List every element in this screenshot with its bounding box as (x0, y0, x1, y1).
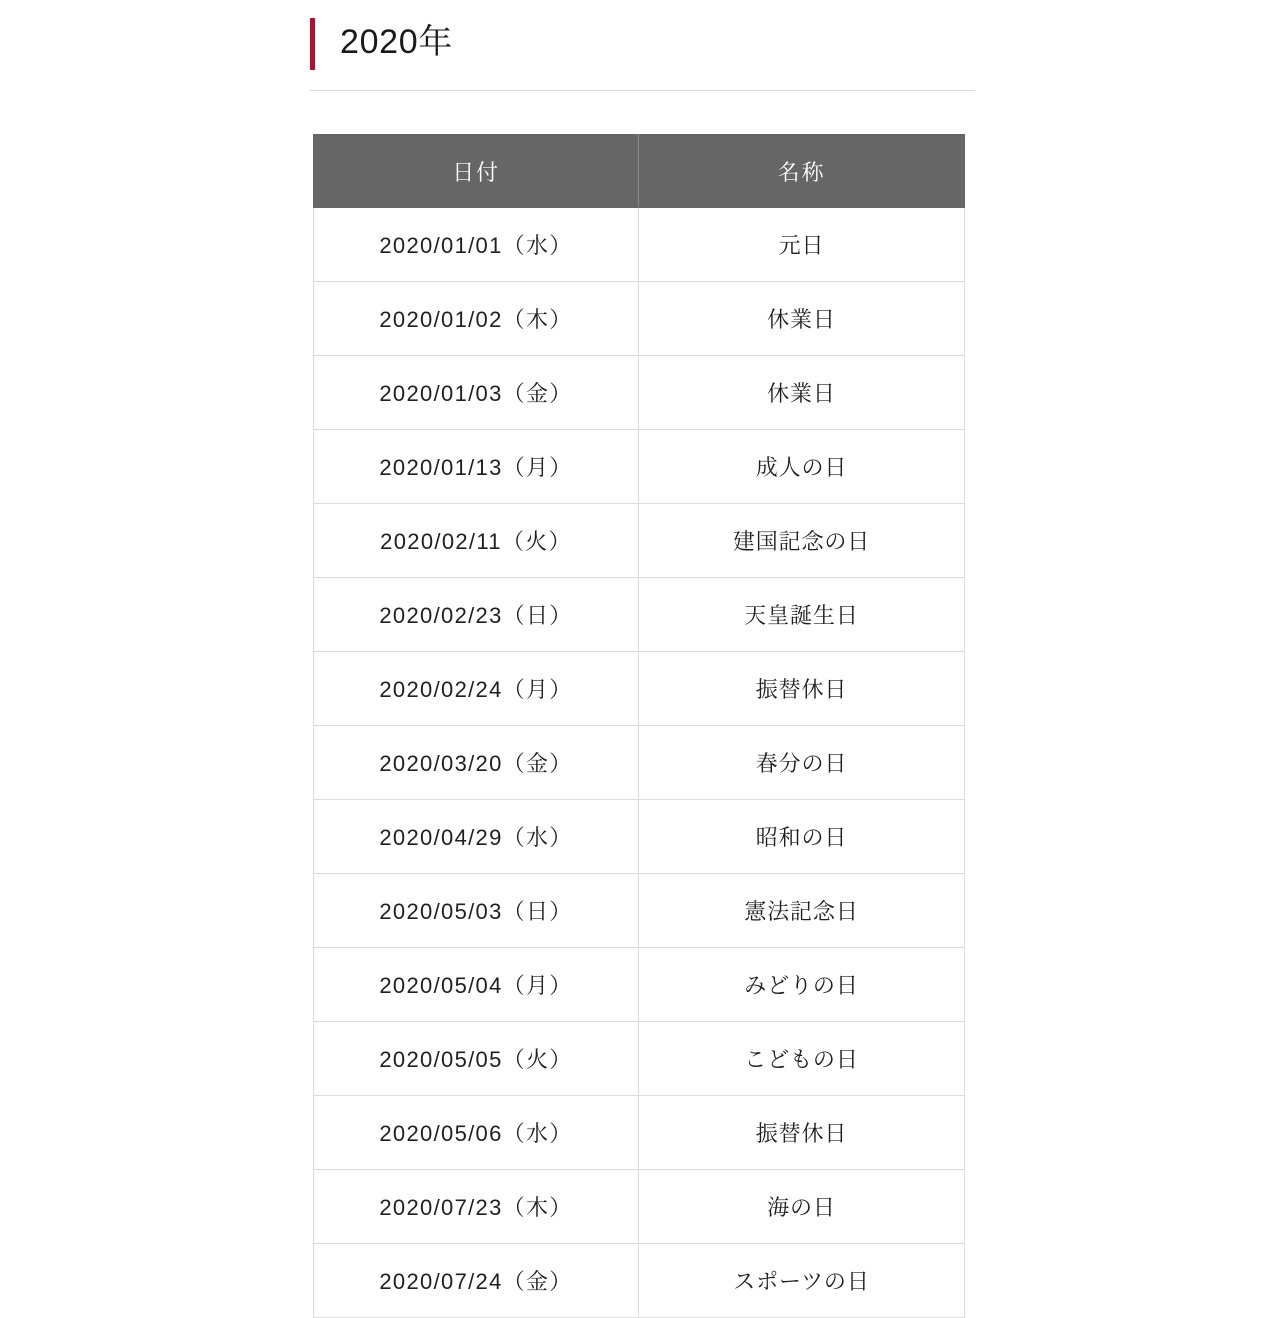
heading-accent-bar (310, 18, 315, 70)
table-row (314, 430, 965, 504)
cell-name: 昭和の日 (639, 800, 965, 874)
cell-date: 2020/01/13（月） (314, 430, 639, 504)
cell-name: 振替休日 (639, 652, 965, 726)
cell-name: 天皇誕生日 (639, 578, 965, 652)
column-header-date: 日付 (314, 135, 639, 208)
table-row (314, 1244, 965, 1318)
table-row (314, 504, 965, 578)
table-header (314, 135, 965, 208)
cell-date: 2020/02/23（日） (314, 578, 639, 652)
cell-date: 2020/07/24（金） (314, 1244, 639, 1318)
page-title: 2020年 (340, 23, 454, 61)
cell-name: 休業日 (639, 356, 965, 430)
cell-name: 振替休日 (639, 1096, 965, 1170)
section-heading (310, 14, 975, 91)
table-row (314, 726, 965, 800)
cell-name: 元日 (639, 208, 965, 282)
cell-name: こどもの日 (639, 1022, 965, 1096)
cell-date: 2020/01/01（水） (314, 208, 639, 282)
cell-date: 2020/05/06（水） (314, 1096, 639, 1170)
table-row (314, 1096, 965, 1170)
cell-date: 2020/01/03（金） (314, 356, 639, 430)
table-row (314, 356, 965, 430)
cell-date: 2020/05/04（月） (314, 948, 639, 1022)
table-row (314, 282, 965, 356)
cell-date: 2020/05/05（火） (314, 1022, 639, 1096)
table-row (314, 1022, 965, 1096)
cell-name: 春分の日 (639, 726, 965, 800)
table-row (314, 874, 965, 948)
table-row (314, 578, 965, 652)
cell-date: 2020/02/24（月） (314, 652, 639, 726)
cell-name: 建国記念の日 (639, 504, 965, 578)
cell-date: 2020/04/29（水） (314, 800, 639, 874)
table-row (314, 208, 965, 282)
cell-name: 憲法記念日 (639, 874, 965, 948)
table-row (314, 948, 965, 1022)
table-row (314, 652, 965, 726)
holiday-table-container (313, 134, 964, 1318)
table-header-row (314, 135, 965, 208)
cell-name: スポーツの日 (639, 1244, 965, 1318)
cell-name: 成人の日 (639, 430, 965, 504)
column-header-name: 名称 (639, 135, 965, 208)
cell-date: 2020/03/20（金） (314, 726, 639, 800)
table-body (314, 208, 965, 1318)
cell-date: 2020/07/23（木） (314, 1170, 639, 1244)
table-row (314, 800, 965, 874)
cell-date: 2020/02/11（火） (314, 504, 639, 578)
holiday-table (313, 134, 965, 1318)
table-row (314, 1170, 965, 1244)
cell-name: みどりの日 (639, 948, 965, 1022)
cell-name: 海の日 (639, 1170, 965, 1244)
cell-name: 休業日 (639, 282, 965, 356)
cell-date: 2020/05/03（日） (314, 874, 639, 948)
cell-date: 2020/01/02（木） (314, 282, 639, 356)
